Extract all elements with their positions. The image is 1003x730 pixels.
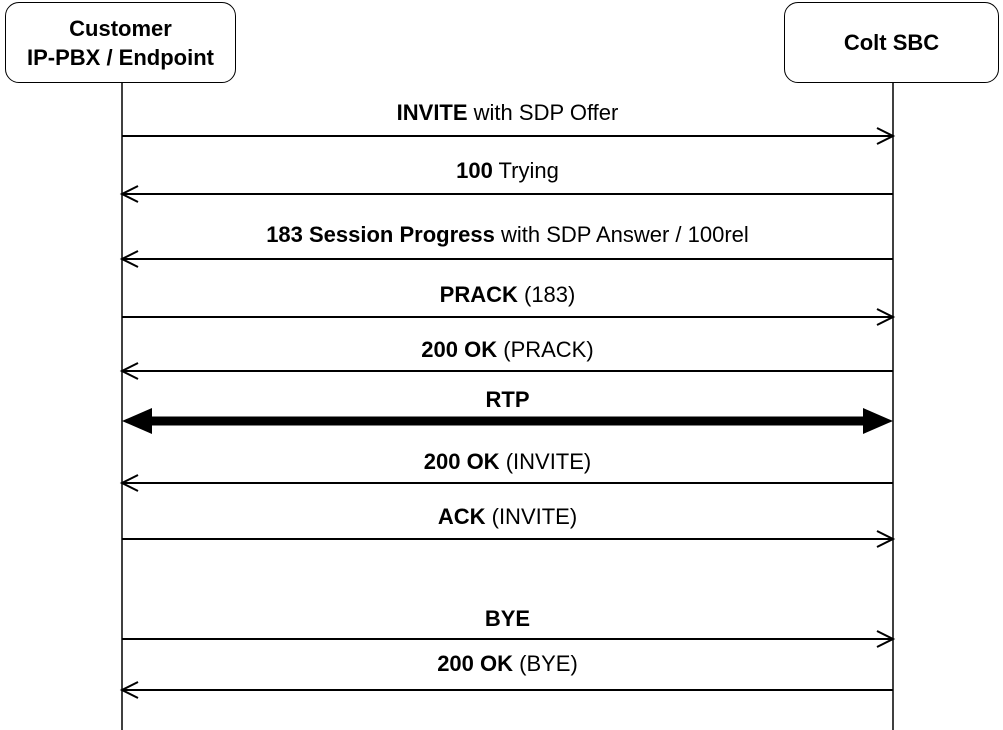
participant-colt-sbc-label: Colt SBC (843, 30, 940, 55)
participant-customer-line2: IP-PBX / Endpoint (27, 44, 214, 70)
message-label: BYE (484, 606, 531, 631)
message-label: 100 Trying (456, 158, 559, 183)
participant-colt-sbc (784, 2, 999, 83)
message-arrow (122, 363, 893, 379)
message-label: ACK (INVITE) (437, 504, 578, 529)
message-label: 200 OK (PRACK) (421, 337, 594, 362)
message-arrow (122, 309, 893, 325)
message-label: PRACK (183) (439, 282, 576, 307)
message-arrow (122, 251, 893, 267)
message-label: 200 OK (INVITE) (423, 449, 592, 474)
message-label: 183 Session Progress with SDP Answer / 100rel (266, 222, 749, 247)
participant-customer-line1: Customer (69, 15, 172, 41)
message-arrow (122, 682, 893, 698)
message-arrow (122, 186, 893, 202)
participant-customer (5, 2, 236, 83)
message-arrow (122, 631, 893, 647)
message-label: INVITE with SDP Offer (396, 100, 619, 125)
message-arrow (122, 475, 893, 491)
message-arrow (122, 128, 893, 144)
message-label: RTP (485, 387, 530, 412)
message-arrow (122, 531, 893, 547)
message-label: 200 OK (BYE) (437, 651, 578, 676)
